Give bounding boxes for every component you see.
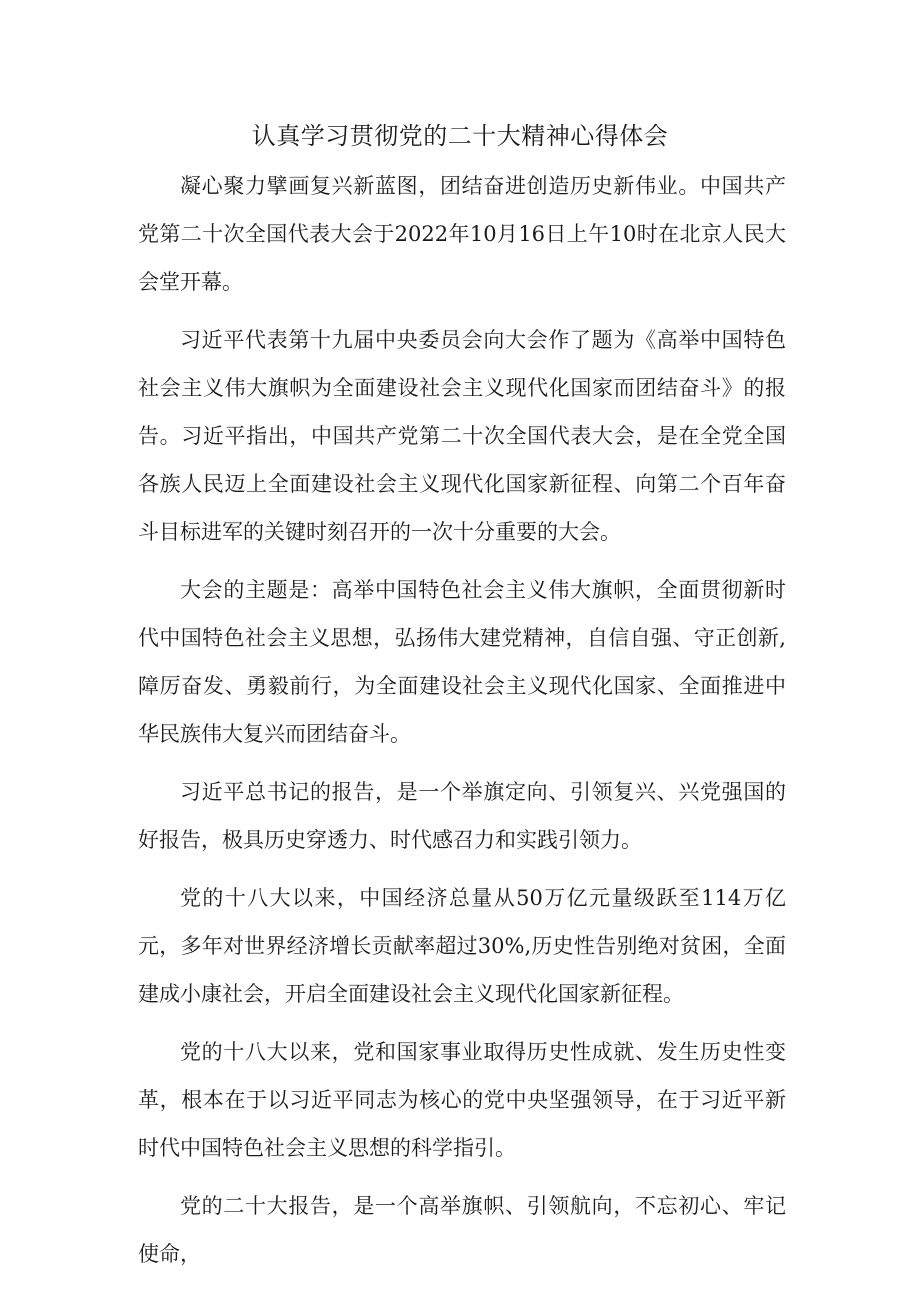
paragraph-7: 党的二十大报告，是一个高举旗帜、引领航向，不忘初心、牢记使命，: [138, 1194, 786, 1266]
paragraph-6: 党的十八大以来，党和国家事业取得历史性成就、发生历史性变革，根本在于以习近平同志为核心的党中央坚强领导，在于习近平新时代中国特色社会主义思想的科学指引。: [138, 1040, 786, 1160]
paragraph-5: 党的十八大以来，中国经济总量从50万亿元量级跃至114万亿元，多年对世界经济增长贡献率超过30%,历史性告别绝对贫困，全面建成小康社会，开启全面建设社会主义现代化国家新征程。: [138, 886, 786, 1006]
document-body: [138, 162, 786, 1288]
paragraph-1: 凝心聚力擘画复兴新蓝图，团结奋进创造历史新伟业。中国共产党第二十次全国代表大会于2022年10月16日上午10时在北京人民大会堂开幕。: [138, 174, 786, 294]
paragraph-2: 习近平代表第十九届中央委员会向大会作了题为《高举中国特色社会主义伟大旗帜为全面建设社会主义现代化国家而团结奋斗》的报告。习近平指出，中国共产党第二十次全国代表大会，是在全党全国各族人民迈上全面建设社会主义现代化国家新征程、向第二个百年奋斗目标进军的关键时刻召开的一次十分重要的大会。: [138, 328, 786, 544]
paragraph-3: 大会的主题是：高举中国特色社会主义伟大旗帜，全面贯彻新时代中国特色社会主义思想，弘扬伟大建党精神，自信自强、守正创新,障厉奋发、勇毅前行，为全面建设社会主义现代化国家、全面推进中华民族伟大复兴而团结奋斗。: [138, 578, 786, 746]
paragraph-4: 习近平总书记的报告，是一个举旗定向、引领复兴、兴党强国的好报告，极具历史穿透力、时代感召力和实践引领力。: [138, 780, 786, 852]
document-title: 认真学习贯彻党的二十大精神心得体会: [251, 122, 669, 150]
